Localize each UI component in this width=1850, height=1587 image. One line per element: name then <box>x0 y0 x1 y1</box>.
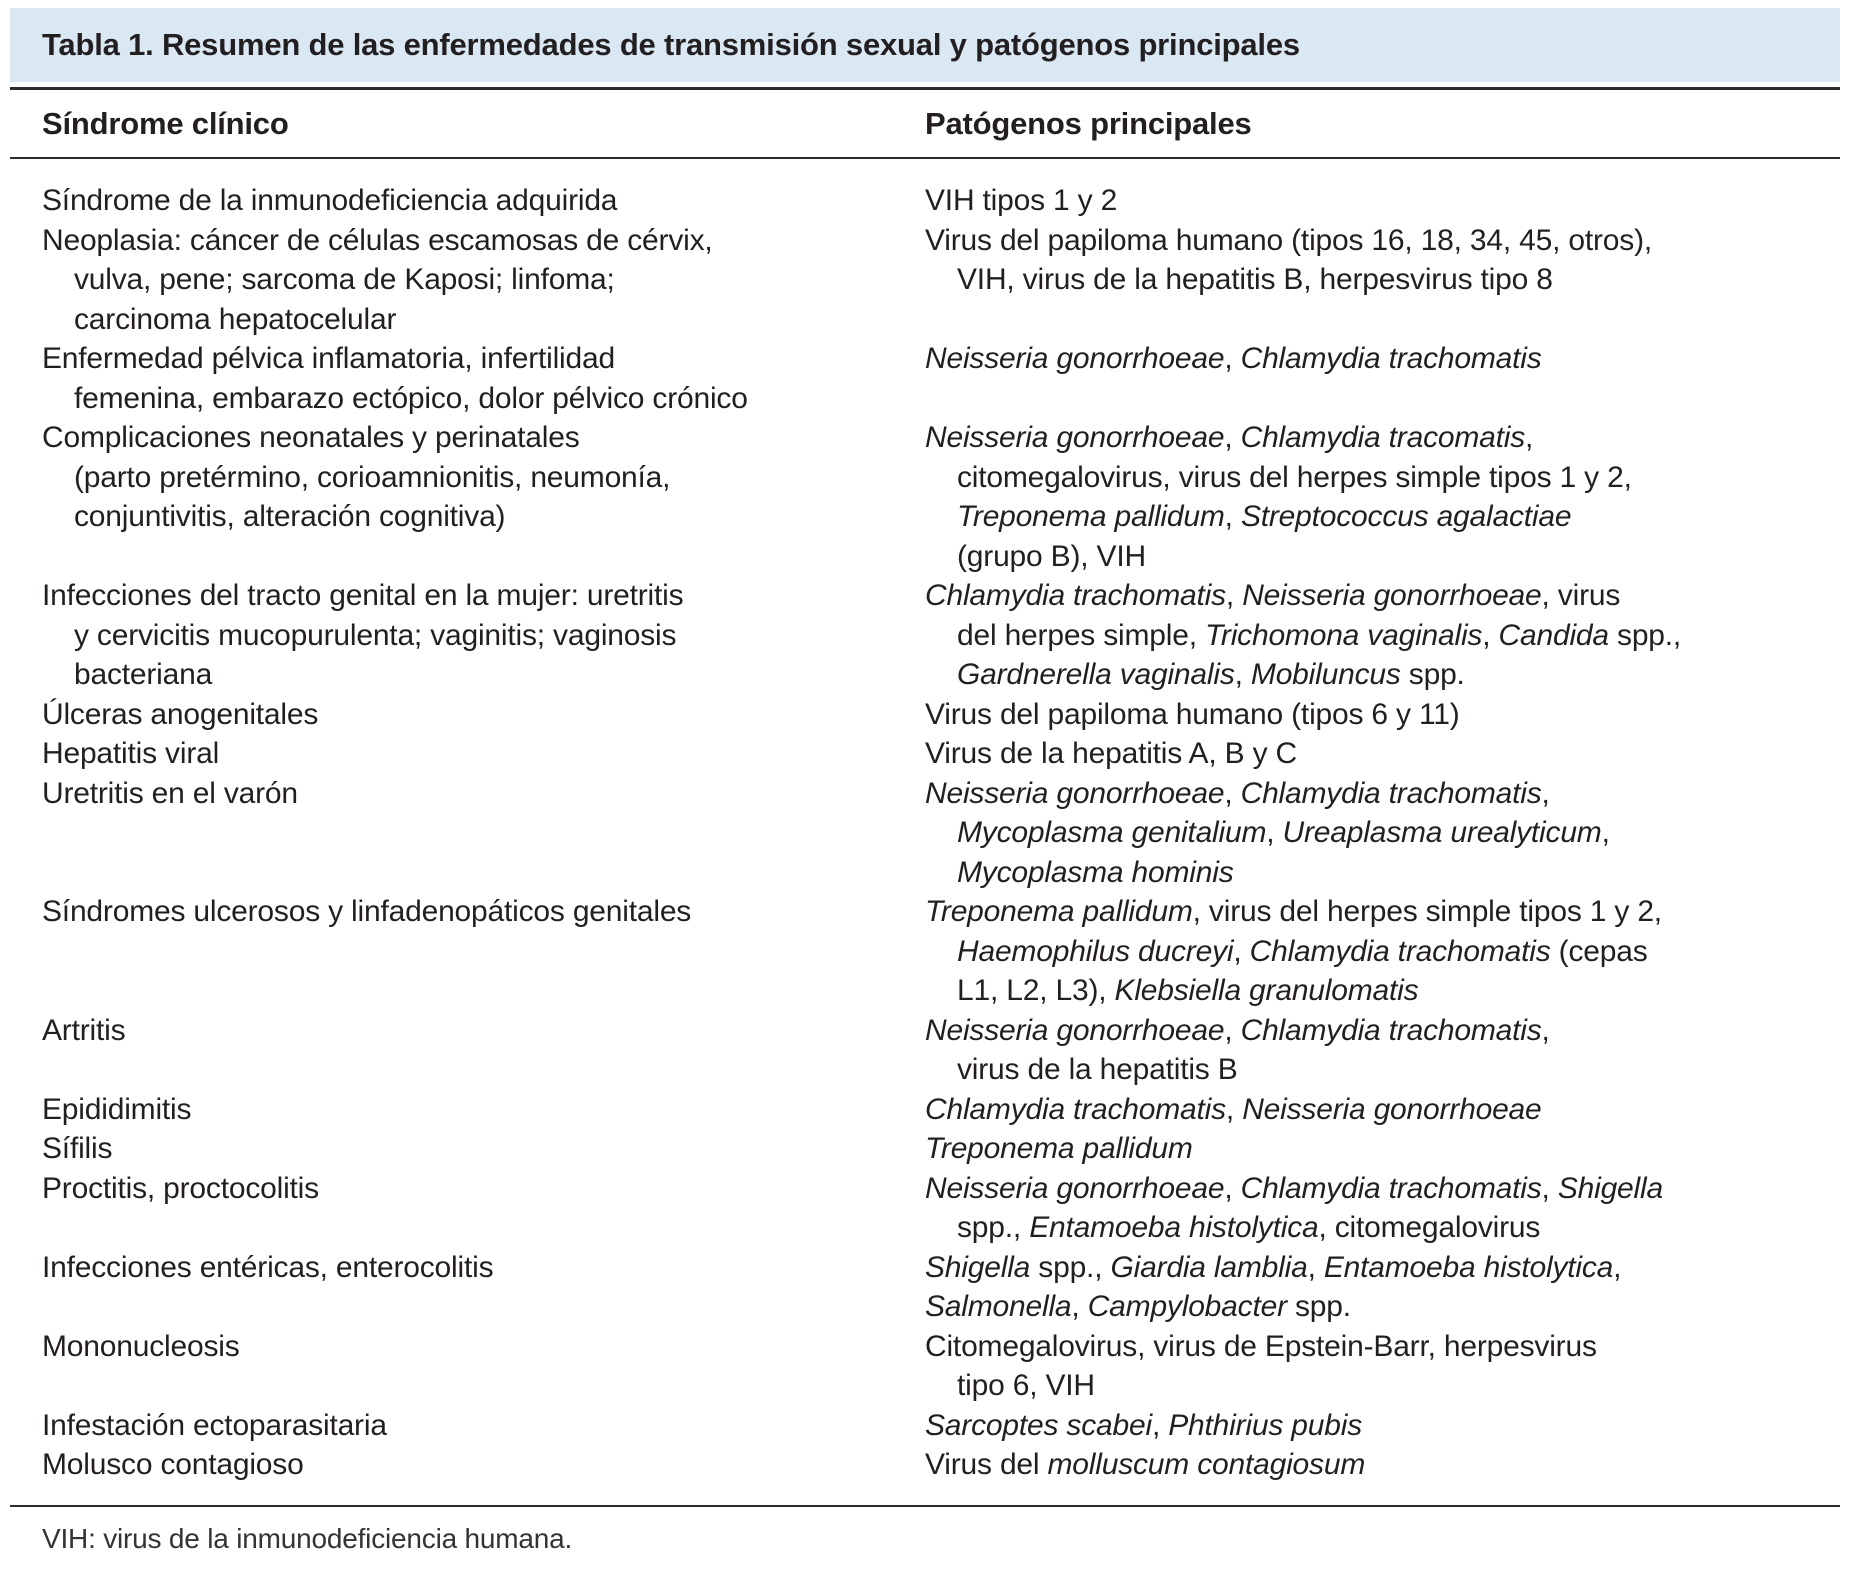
pathogen-name: Streptococcus agalactiae <box>1240 500 1572 533</box>
text-segment: Sífilis <box>42 1132 113 1165</box>
cell-line <box>42 1129 925 1169</box>
pathogen-name: Chlamydia tracomatis <box>1240 421 1526 454</box>
syndrome-cell <box>42 892 925 1011</box>
column-header-row <box>0 90 1850 157</box>
cell-line <box>925 695 1840 735</box>
cell-line <box>925 1445 1840 1485</box>
pathogen-name: Candida <box>1498 618 1609 652</box>
cell-line <box>925 339 1840 379</box>
pathogen-name: Trichomona vaginalis <box>1205 618 1483 652</box>
pathogen-name: Entamoeba histolytica <box>1029 1211 1319 1244</box>
text-segment: Enfermedad pélvica inflamatoria, infertilidad <box>42 342 615 375</box>
text-segment: Artritis <box>42 1013 126 1047</box>
text-segment: Proctitis, proctocolitis <box>42 1171 319 1205</box>
pathogens-cell <box>925 695 1840 735</box>
pathogen-name: Ureaplasma urealyticum <box>1282 816 1602 849</box>
pathogen-name: Chlamydia trachomatis <box>1240 342 1542 375</box>
text-segment: Infecciones del tracto genital en la mujer: uretritis <box>42 579 684 612</box>
text-segment: bacteriana <box>74 658 213 691</box>
table-row <box>42 221 1840 340</box>
text-segment: virus de la hepatitis B <box>957 1053 1238 1086</box>
text-segment: , <box>1234 658 1251 691</box>
text-segment: Infecciones entéricas, enterocolitis <box>42 1250 494 1284</box>
cell-line <box>42 1169 925 1209</box>
text-segment: Neoplasia: cáncer de células escamosas de cérvix, <box>42 223 713 257</box>
pathogen-name: Chlamydia trachomatis <box>1240 1013 1542 1047</box>
text-segment: femenina, embarazo ectópico, dolor pélvico crónico <box>74 381 748 415</box>
table-row <box>42 1327 1840 1406</box>
cell-line <box>925 1050 1840 1090</box>
table-row <box>42 1248 1840 1327</box>
pathogen-name: Neisseria gonorrhoeae <box>1242 1092 1542 1126</box>
table-row <box>42 1406 1840 1446</box>
syndrome-cell <box>42 1129 925 1169</box>
pathogen-name: Neisseria gonorrhoeae <box>925 776 1225 810</box>
text-segment: L1, L2, L3), <box>957 974 1115 1007</box>
cell-line <box>925 1406 1840 1446</box>
cell-line <box>925 221 1840 261</box>
text-segment: , <box>1224 776 1241 810</box>
pathogens-cell <box>925 1169 1840 1248</box>
table-title-band <box>10 8 1840 82</box>
cell-line <box>925 734 1840 774</box>
table-row <box>42 892 1840 1011</box>
syndrome-cell <box>42 1406 925 1446</box>
text-segment: spp. <box>1400 658 1465 691</box>
cell-line <box>925 181 1840 221</box>
syndrome-cell <box>42 1327 925 1406</box>
text-segment: , <box>1224 421 1241 454</box>
cell-line <box>925 576 1840 616</box>
pathogen-name: Klebsiella granulomatis <box>1114 974 1419 1007</box>
cell-line <box>925 260 1840 300</box>
text-segment: (parto pretérmino, corioamnionitis, neumonía, <box>74 460 671 494</box>
cell-line <box>42 1011 925 1051</box>
pathogen-name: Giardia lamblia <box>1110 1250 1308 1284</box>
pathogen-name: Phthirius pubis <box>1168 1408 1362 1442</box>
cell-line <box>42 181 925 221</box>
pathogen-name: Mycoplasma hominis <box>957 855 1234 889</box>
syndrome-cell <box>42 774 925 893</box>
cell-line <box>42 892 925 932</box>
pathogens-cell <box>925 892 1840 1011</box>
cell-line <box>925 1366 1840 1406</box>
cell-line <box>925 1287 1840 1327</box>
pathogen-name: Treponema pallidum <box>925 1132 1193 1165</box>
pathogens-cell <box>925 1011 1840 1090</box>
text-segment: , <box>1224 342 1241 375</box>
text-segment: vulva, pene; sarcoma de Kaposi; linfoma; <box>74 263 615 296</box>
text-segment: , <box>1224 500 1241 533</box>
syndrome-cell <box>42 221 925 340</box>
cell-line <box>42 1327 925 1367</box>
pathogens-cell <box>925 418 1840 576</box>
text-segment: , <box>1233 934 1250 968</box>
cell-line <box>925 932 1840 972</box>
syndrome-cell <box>42 418 925 576</box>
syndrome-cell <box>42 1445 925 1485</box>
pathogen-name: Chlamydia trachomatis <box>925 1092 1226 1126</box>
pathogen-name: Shigella <box>925 1250 1031 1284</box>
pathogen-name: molluscum contagiosum <box>1047 1448 1366 1481</box>
text-segment: , <box>1266 816 1283 849</box>
table-row <box>42 576 1840 695</box>
cell-line <box>925 458 1840 498</box>
pathogens-cell <box>925 181 1840 221</box>
column-header-sindrome-clinico: Síndrome clínico <box>42 105 289 141</box>
text-segment: Síndromes ulcerosos y linfadenopáticos genitales <box>42 895 692 928</box>
cell-line <box>925 1090 1840 1130</box>
pathogen-name: Mobiluncus <box>1250 658 1401 691</box>
pathogen-name: Salmonella <box>925 1290 1072 1323</box>
cell-line <box>42 655 925 695</box>
cell-line <box>925 1248 1840 1288</box>
cell-line <box>925 616 1840 656</box>
pathogen-name: Chlamydia trachomatis <box>1240 1171 1542 1205</box>
table-row <box>42 1169 1840 1248</box>
cell-line <box>925 497 1840 537</box>
text-segment: Citomegalovirus, virus de Epstein-Barr, herpesvirus <box>925 1329 1597 1363</box>
cell-line <box>925 853 1840 893</box>
text-segment: , <box>1225 1092 1243 1126</box>
cell-line <box>42 221 925 261</box>
text-segment: Complicaciones neonatales y perinatales <box>42 421 580 454</box>
cell-line <box>42 734 925 774</box>
pathogen-name: Chlamydia trachomatis <box>925 579 1226 612</box>
text-segment: Virus del <box>925 1448 1048 1481</box>
pathogen-name: Mycoplasma genitalium <box>957 816 1267 849</box>
pathogen-name: Neisseria gonorrhoeae <box>925 1013 1225 1047</box>
cell-line <box>925 971 1840 1011</box>
pathogen-name: Entamoeba histolytica <box>1323 1250 1614 1284</box>
text-segment: Molusco contagioso <box>42 1448 304 1481</box>
cell-line <box>42 379 925 419</box>
syndrome-cell <box>42 339 925 418</box>
cell-line <box>925 813 1840 853</box>
text-segment: , <box>1224 1013 1241 1047</box>
cell-line <box>42 1248 925 1288</box>
text-segment: carcinoma hepatocelular <box>74 302 397 336</box>
pathogens-cell <box>925 1248 1840 1327</box>
text-segment: , <box>1224 1171 1241 1205</box>
text-segment: , <box>1541 1013 1550 1047</box>
cell-line <box>925 892 1840 932</box>
table-row <box>42 695 1840 735</box>
pathogen-name: Gardnerella vaginalis <box>957 658 1235 691</box>
text-segment: spp., <box>1030 1250 1111 1284</box>
pathogens-cell <box>925 734 1840 774</box>
text-segment: , <box>1225 579 1243 612</box>
text-segment: Virus de la hepatitis A, B y C <box>925 737 1297 770</box>
text-segment: , <box>1482 618 1499 652</box>
syndrome-cell <box>42 181 925 221</box>
text-segment: Síndrome de la inmunodeficiencia adquirida <box>42 184 618 217</box>
table-body <box>0 159 1850 1505</box>
cell-line <box>925 1011 1840 1051</box>
pathogen-name: Treponema pallidum <box>925 895 1193 928</box>
table-title: Tabla 1. Resumen de las enfermedades de transmisión sexual y patógenos principales <box>42 27 1300 62</box>
table-row <box>42 1445 1840 1485</box>
pathogen-name: Neisseria gonorrhoeae <box>925 342 1225 375</box>
pathogen-name: Shigella <box>1557 1171 1663 1205</box>
text-segment: Úlceras anogenitales <box>42 697 319 731</box>
text-segment: Virus del papiloma humano (tipos 16, 18, 34, 45, otros), <box>925 223 1653 257</box>
cell-line <box>925 537 1840 577</box>
syndrome-cell <box>42 576 925 695</box>
cell-line <box>42 418 925 458</box>
cell-line <box>925 1169 1840 1209</box>
cell-line <box>925 1327 1840 1367</box>
pathogens-cell <box>925 774 1840 893</box>
text-segment: , <box>1613 1250 1622 1284</box>
table-row <box>42 418 1840 576</box>
pathogen-name: Treponema pallidum <box>957 500 1225 533</box>
text-segment: , <box>1541 776 1550 810</box>
pathogens-cell <box>925 1090 1840 1130</box>
text-segment: (grupo B), VIH <box>957 539 1146 573</box>
cell-line <box>42 260 925 300</box>
table-row <box>42 339 1840 418</box>
text-segment: spp., <box>957 1211 1030 1244</box>
text-segment: VIH tipos 1 y 2 <box>925 184 1118 217</box>
table-row <box>42 1011 1840 1090</box>
cell-line <box>925 655 1840 695</box>
table-row <box>42 774 1840 893</box>
text-segment: tipo 6, VIH <box>957 1369 1095 1402</box>
cell-line <box>925 1129 1840 1169</box>
pathogen-name: Neisseria gonorrhoeae <box>1242 579 1542 612</box>
text-segment: Mononucleosis <box>42 1329 240 1363</box>
pathogens-cell <box>925 1129 1840 1169</box>
text-segment: Hepatitis viral <box>42 737 220 770</box>
cell-line <box>925 418 1840 458</box>
text-segment: , <box>1525 421 1534 454</box>
text-segment: Infestación ectoparasitaria <box>42 1408 387 1442</box>
cell-line <box>42 497 925 537</box>
cell-line <box>925 1208 1840 1248</box>
text-segment: Virus del papiloma humano (tipos 6 y 11) <box>925 697 1460 731</box>
cell-line <box>42 458 925 498</box>
text-segment: , <box>1541 1171 1558 1205</box>
cell-line <box>42 1406 925 1446</box>
text-segment: (cepas <box>1550 934 1648 968</box>
text-segment: Epididimitis <box>42 1092 192 1126</box>
pathogens-cell <box>925 339 1840 418</box>
table-row <box>42 734 1840 774</box>
cell-line <box>925 774 1840 814</box>
table-row <box>42 181 1840 221</box>
pathogen-name: Neisseria gonorrhoeae <box>925 1171 1225 1205</box>
text-segment: Uretritis en el varón <box>42 776 298 810</box>
cell-line <box>42 774 925 814</box>
text-segment: , <box>1307 1250 1324 1284</box>
text-segment: , <box>1601 816 1610 849</box>
pathogens-cell <box>925 1327 1840 1406</box>
syndrome-cell <box>42 1090 925 1130</box>
text-segment: , citomegalovirus <box>1318 1211 1541 1244</box>
text-segment: , <box>1071 1290 1088 1323</box>
cell-line <box>42 1445 925 1485</box>
cell-line <box>42 616 925 656</box>
pathogen-name: Chlamydia trachomatis <box>1249 934 1551 968</box>
text-segment: , virus <box>1541 579 1621 612</box>
cell-line <box>42 695 925 735</box>
syndrome-cell <box>42 1169 925 1248</box>
pathogen-name: Campylobacter <box>1087 1290 1287 1323</box>
table-footnote: VIH: virus de la inmunodeficiencia humana. <box>42 1522 573 1554</box>
syndrome-cell <box>42 1248 925 1327</box>
text-segment: conjuntivitis, alteración cognitiva) <box>74 500 506 533</box>
text-segment: spp. <box>1286 1290 1351 1323</box>
pathogen-name: Chlamydia trachomatis <box>1240 776 1542 810</box>
pathogens-cell <box>925 1445 1840 1485</box>
text-segment: VIH, virus de la hepatitis B, herpesvirus tipo 8 <box>957 263 1553 296</box>
text-segment: , virus del herpes simple tipos 1 y 2, <box>1192 895 1662 928</box>
pathogens-cell <box>925 576 1840 695</box>
pathogen-name: Sarcoptes scabei <box>925 1408 1152 1442</box>
text-segment: , <box>1151 1408 1169 1442</box>
cell-line <box>42 1090 925 1130</box>
pathogen-name: Neisseria gonorrhoeae <box>925 421 1225 454</box>
cell-line <box>42 576 925 616</box>
cell-line <box>42 339 925 379</box>
cell-line <box>42 300 925 340</box>
horizontal-rule-bottom <box>10 1505 1840 1507</box>
column-header-patogenos-principales: Patógenos principales <box>925 105 1252 141</box>
syndrome-cell <box>42 695 925 735</box>
syndrome-cell <box>42 1011 925 1090</box>
text-segment: citomegalovirus, virus del herpes simple tipos 1 y 2, <box>957 460 1632 494</box>
pathogen-name: Haemophilus ducreyi <box>957 934 1234 968</box>
syndrome-cell <box>42 734 925 774</box>
text-segment: spp., <box>1608 618 1682 652</box>
pathogens-cell <box>925 1406 1840 1446</box>
table-row <box>42 1090 1840 1130</box>
text-segment: del herpes simple, <box>957 618 1205 652</box>
pathogens-cell <box>925 221 1840 340</box>
text-segment: y cervicitis mucopurulenta; vaginitis; vaginosis <box>74 618 677 652</box>
table-row <box>42 1129 1840 1169</box>
